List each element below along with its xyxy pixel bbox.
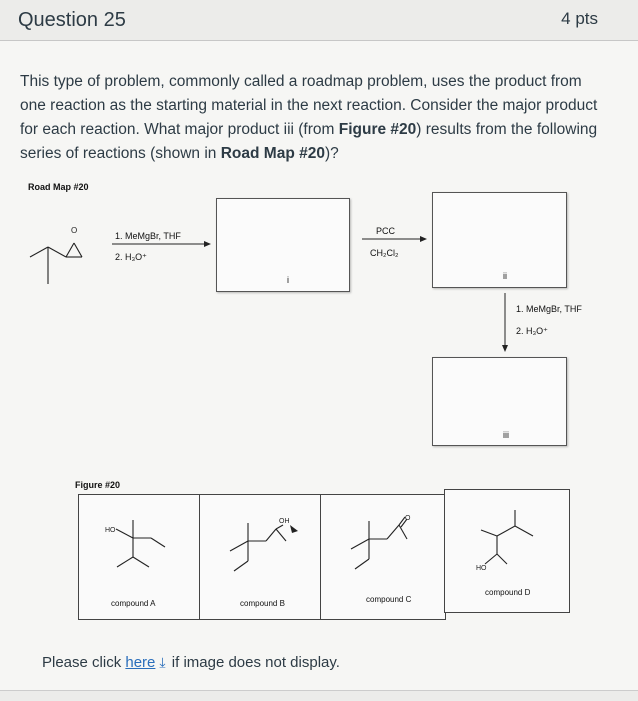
question-points: 4 pts	[561, 9, 598, 28]
image-fallback-note	[42, 654, 340, 671]
compound-a-group: HO	[105, 527, 116, 534]
box-iii-label: iii	[503, 430, 509, 440]
question-prompt	[20, 70, 610, 166]
step1-arrow	[112, 240, 212, 248]
step3-reagent1: 1. MeMgBr, THF	[516, 304, 582, 314]
roadmap-figure	[20, 176, 590, 636]
question-header	[0, 0, 638, 41]
download-icon[interactable]: ⤓	[159, 654, 166, 670]
epoxide-oxygen: O	[71, 226, 78, 235]
compound-d-structure	[469, 506, 553, 574]
compound-c-structure	[349, 509, 433, 581]
footer-suffix: if image does not display.	[167, 654, 340, 671]
compound-d-panel[interactable]	[444, 489, 570, 613]
product-box-i	[216, 198, 350, 292]
step2-reagent2: CH₂Cl₂	[370, 248, 399, 258]
compound-b-group: OH	[279, 518, 290, 525]
compound-a-panel[interactable]	[78, 494, 201, 620]
footer-prefix: Please click	[42, 654, 126, 671]
compound-d-group: HO	[476, 565, 487, 572]
compound-b-label: compound B	[240, 599, 285, 608]
box-i-label: i	[287, 275, 289, 285]
compound-b-panel[interactable]	[199, 494, 322, 620]
product-box-iii	[432, 357, 567, 446]
prompt-text-3: )?	[324, 145, 339, 162]
prompt-roadmap-ref: Road Map #20	[220, 145, 325, 162]
compound-b-structure	[228, 511, 312, 581]
bottom-divider	[0, 690, 638, 701]
product-box-ii	[432, 192, 567, 288]
compound-c-panel[interactable]	[320, 494, 446, 620]
step1-reagent1: 1. MeMgBr, THF	[115, 231, 181, 241]
prompt-text-1: This type of problem, commonly called a roadmap problem, uses the product from one reaction as the starting material in the next reaction. Consider the major product for each reaction. What major product iii (from	[20, 73, 598, 138]
image-download-link[interactable]: here	[125, 654, 156, 671]
compound-a-label: compound A	[111, 599, 156, 608]
question-title: Question 25	[18, 9, 126, 31]
step3-arrow	[500, 293, 510, 353]
compound-c-label: compound C	[366, 595, 412, 604]
compound-c-group: O	[405, 515, 411, 522]
figure-label: Figure #20	[75, 480, 121, 490]
compound-a-structure	[103, 515, 183, 581]
prompt-figure-ref: Figure #20	[338, 121, 417, 138]
starting-epoxide-structure	[26, 216, 106, 286]
step1-reagent2: 2. H₃O⁺	[115, 252, 147, 262]
compound-d-label: compound D	[485, 588, 531, 597]
box-ii-label: ii	[503, 271, 507, 281]
step2-reagent1: PCC	[376, 226, 396, 236]
prompt-text-2: ) results from the following series of reactions (shown in	[20, 121, 598, 162]
step2-arrow	[362, 235, 428, 243]
step3-reagent2: 2. H₃O⁺	[516, 326, 548, 336]
roadmap-label: Road Map #20	[28, 182, 89, 192]
